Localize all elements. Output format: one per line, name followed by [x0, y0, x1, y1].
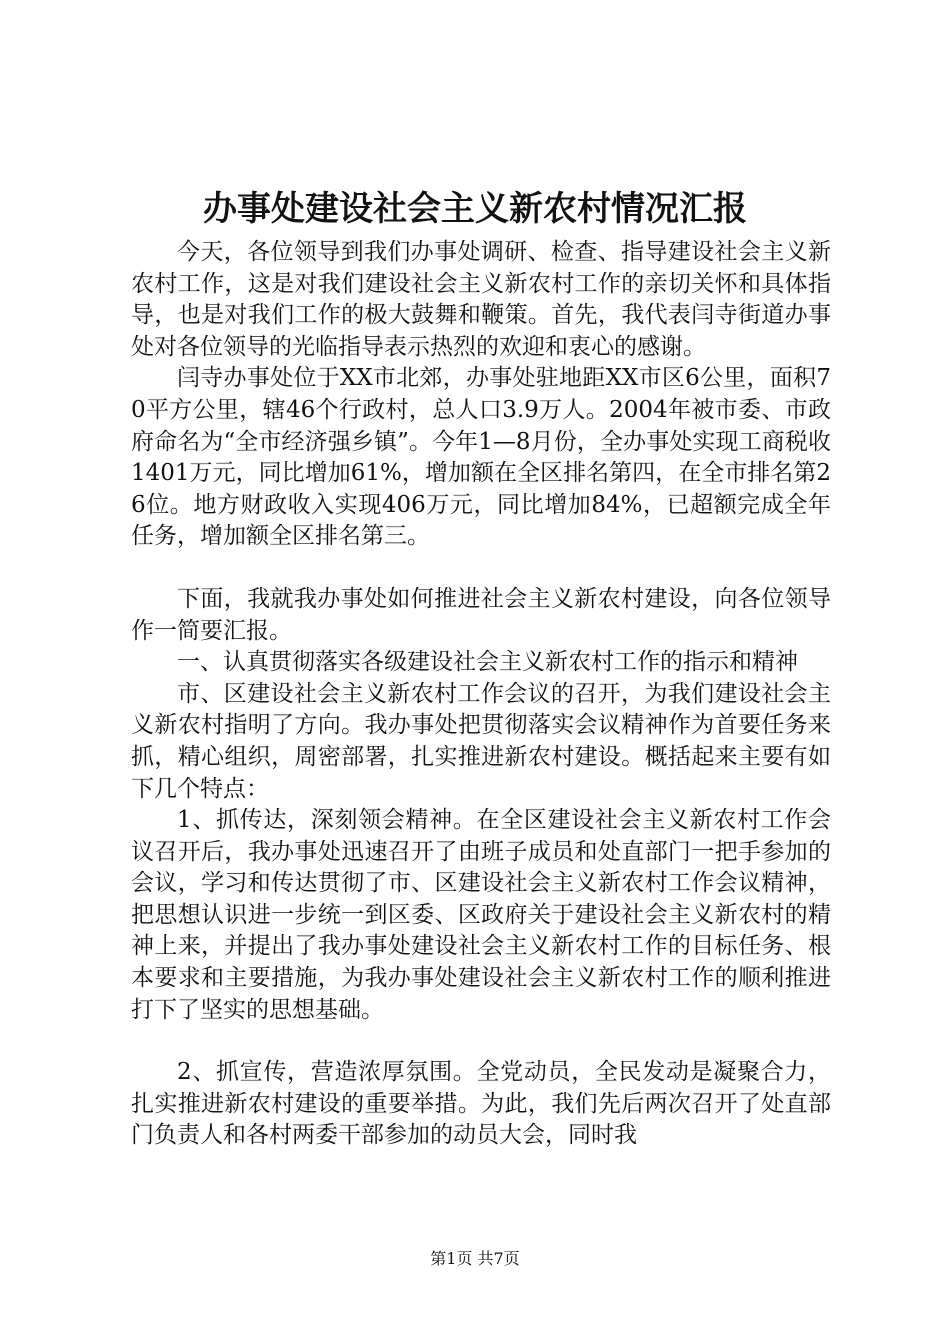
paragraph-welcome: 今天，各位领导到我们办事处调研、检查、指导建设社会主义新农村工作，这是对我们建设社会主义新农村工作的亲切关怀和具体指导，也是对我们工作的极大鼓舞和鞭策。首先，我代表闫寺街道办事处对各位领导的光临指导表示热烈的欢迎和衷心的感谢。	[131, 239, 831, 360]
document-title: 办事处建设社会主义新农村情况汇报	[203, 189, 747, 229]
paragraph-intro: 下面，我就我办事处如何推进社会主义新农村建设，向各位领导作一简要汇报。	[131, 585, 831, 644]
paragraph-section-1: 市、区建设社会主义新农村工作会议的召开，为我们建设社会主义新农村指明了方向。我办事处把贯彻落实会议精神作为首要任务来抓，精心组织，周密部署，扎实推进新农村建设。概括起来主要有如下几个特点：	[131, 680, 831, 802]
section-heading-1: 一、认真贯彻落实各级建设社会主义新农村工作的指示和精神	[177, 649, 798, 676]
list-item-1: 1、抓传达，深刻领会精神。在全区建设社会主义新农村工作会议召开后，我办事处迅速召开了由班子成员和处直部门一把手参加的会议，学习和传达贯彻了市、区建设社会主义新农村工作会议精神，把思想认识进一步统一到区委、区政府关于建设社会主义新农村的精神上来，并提出了我办事处建设社会主义新农村工作的目标任务、根本要求和主要措施，为我办事处建设社会主义新农村工作的顺利推进打下了坚实的思想基础。	[131, 807, 831, 1023]
page-number-footer: 第1页 共7页	[430, 1249, 520, 1268]
list-item-2: 2、抓宣传，营造浓厚氛围。全党动员，全民发动是凝聚合力，扎实推进新农村建设的重要举措。为此，我们先后两次召开了处直部门负责人和各村两委干部参加的动员大会，同时我	[131, 1059, 831, 1149]
paragraph-overview: 闫寺办事处位于XX市北郊，办事处驻地距XX市区6公里，面积70平方公里，辖46个行政村，总人口3.9万人。2004年被市委、市政府命名为“全市经济强乡镇”。今年1—8月份，全办事处实现工商税收1401万元，同比增加61%，增加额在全区排名第四，在全市排名第26位。地方财政收入实现406万元，同比增加84%，已超额完成全年任务，增加额全区排名第三。	[131, 365, 831, 550]
document-body	[131, 237, 831, 1152]
